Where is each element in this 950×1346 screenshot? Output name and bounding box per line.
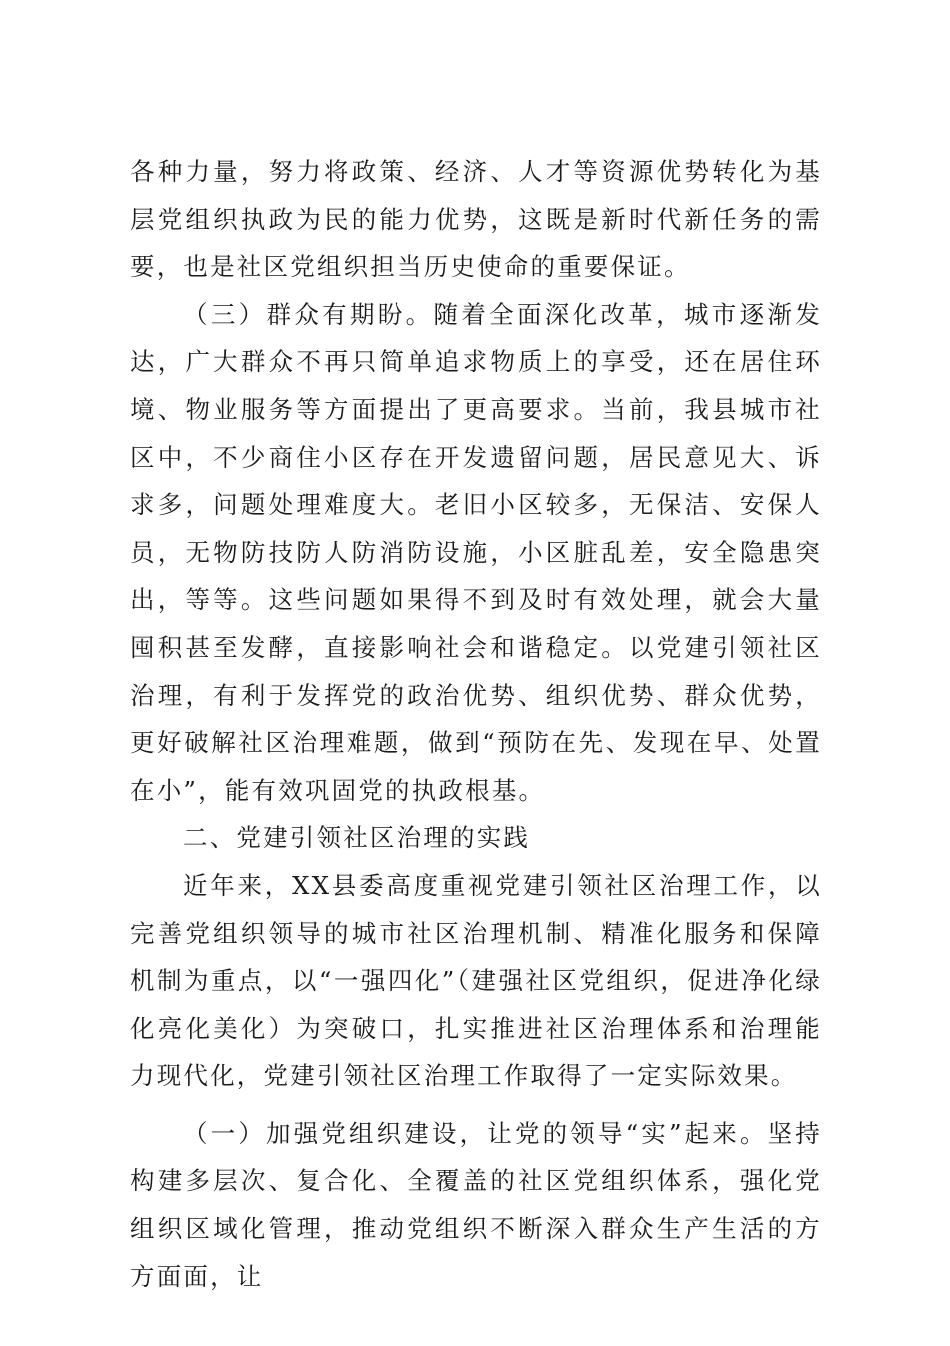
paragraph-intro: 近年来，XX县委高度重视党建引领社区治理工作，以完善党组织领导的城市社区治理机制、精准化服务和保障机制为重点，以“一强四化”（建强社区党组织，促进净化绿化亮化美化）为突破口，扎实推进社区治理体系和治理能力现代化，党建引领社区治理工作取得了一定实际效果。 <box>130 870 822 1091</box>
paragraph-section-three: （三）群众有期盼。随着全面深化改革，城市逐渐发达，广大群众不再只简单追求物质上的享受，还在居住环境、物业服务等方面提出了更高要求。当前，我县城市社区中，不少商住小区存在开发遗留问题，居民意见大、诉求多，问题处理难度大。老旧小区较多，无保洁、安保人员，无物防技防人防消防设施，小区脏乱差，安全隐患突出，等等。这些问题如果得不到及时有效处理，就会大量囤积甚至发酵，直接影响社会和谐稳定。以党建引领社区治理，有利于发挥党的政治优势、组织优势、群众优势，更好破解社区治理难题，做到“预防在先、发现在早、处置在小”，能有效巩固党的执政根基。 <box>130 299 822 805</box>
paragraph-section-one: （一）加强党组织建设，让党的领导“实”起来。坚持构建多层次、复合化、全覆盖的社区党组织体系，强化党组织区域化管理，推动党组织不断深入群众生产生活的方方面面，让 <box>130 1118 822 1291</box>
paragraph-continuation: 各种力量，努力将政策、经济、人才等资源优势转化为基层党组织执政为民的能力优势，这既是新时代新任务的需要，也是社区党组织担当历史使命的重要保证。 <box>130 157 822 282</box>
section-heading-two: 二、党建引领社区治理的实践 <box>183 823 531 853</box>
document-body <box>130 148 822 1300</box>
